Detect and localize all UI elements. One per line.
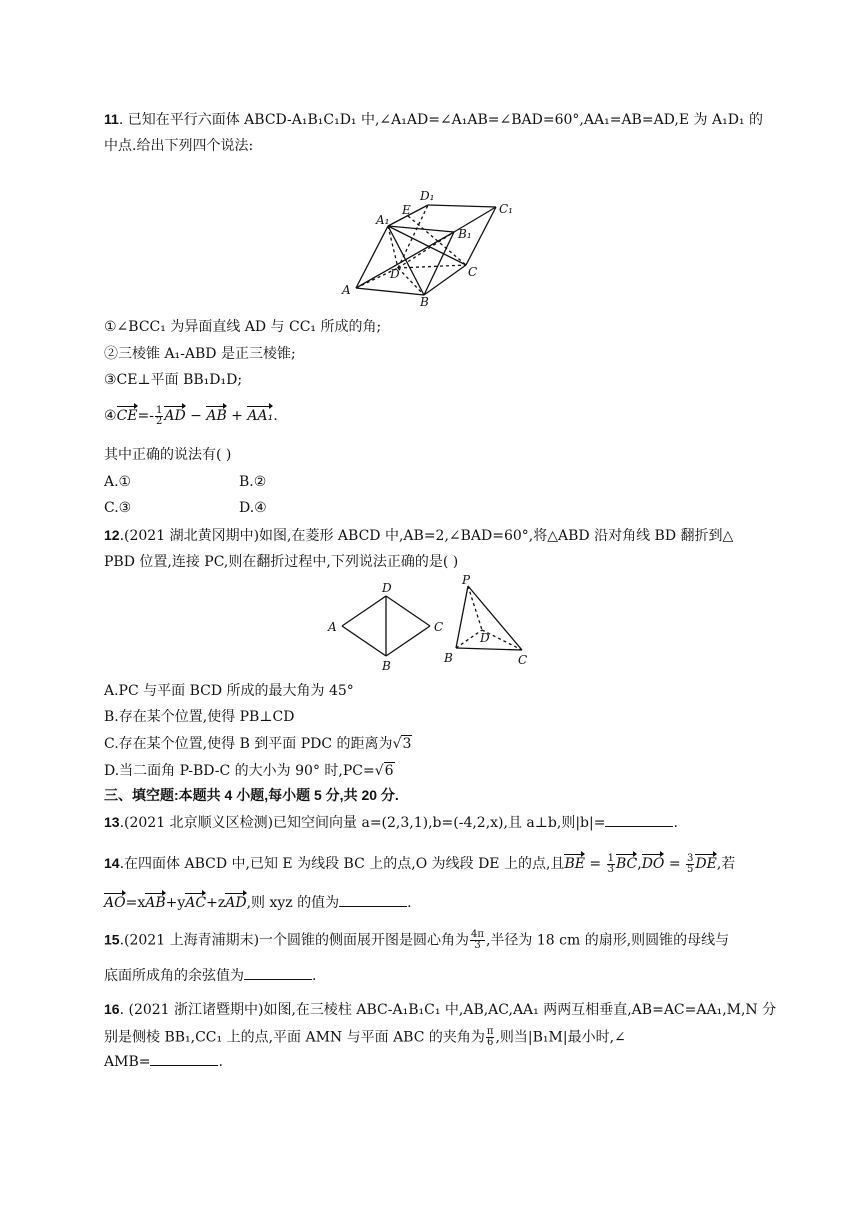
plus-sign: + <box>226 408 248 424</box>
frac-num: π <box>486 1026 494 1037</box>
q15-stem-2: 底面所成角的余弦值为 <box>104 968 244 984</box>
q12-option-C: C.存在某个位置,使得 B 到平面 PDC 的距离为√3 <box>104 736 412 752</box>
q12-label-C2: C <box>518 653 528 667</box>
q11-option-C: C.③ <box>104 500 132 516</box>
period: . <box>312 968 317 984</box>
frac-den: 6 <box>486 1037 494 1048</box>
q11-statement-4 <box>104 404 278 427</box>
q14-stem-1: .在四面体 ABCD 中,已知 E 为线段 BC 上的点,O 为线段 DE 上的点,且 <box>119 856 565 872</box>
fraction-pi-sixths <box>486 1027 495 1048</box>
q11-number: 11 <box>104 111 119 127</box>
vec-AD: AD <box>225 891 246 912</box>
q16-stem-1: . (2021 浙江诸暨期中)如图,在三棱柱 ABC-A₁B₁C₁ 中,AB,AC,AA₁ 两两互相垂直,AB=AC=AA₁,M,N 分 <box>119 1002 777 1018</box>
q13-number: 13 <box>104 814 120 830</box>
q16-stem-2a: 别是侧棱 BB₁,CC₁ 上的点,平面 AMN 与平面 ABC 的夹角为 <box>104 1029 485 1046</box>
q11-option-D: D.④ <box>239 500 267 516</box>
frac-num: 1 <box>607 852 614 864</box>
q12-label-D2: D <box>480 631 490 645</box>
q11-options-row2 <box>104 499 267 517</box>
equals: = <box>584 856 606 872</box>
q16-answer-blank[interactable] <box>150 1053 218 1066</box>
q12-label-A: A <box>328 620 337 634</box>
period: . <box>273 408 278 424</box>
q13-answer-blank[interactable] <box>605 814 673 827</box>
q16-line1 <box>104 1000 776 1019</box>
q13-stem: .(2021 北京顺义区检测)已知空间向量 a=(2,3,1),b=(-4,2,x),且 a⊥b,则|b|= <box>119 815 606 831</box>
q11-option-B: B.② <box>239 474 267 490</box>
q11-stem-1: . 已知在平行六面体 ABCD-A₁B₁C₁D₁ 中,∠A₁AD=∠A₁AB=∠BAD=60°,AA₁=AB=AD,E 为 A₁D₁ 的 <box>118 112 763 128</box>
q11-statement-2: ②三棱锥 A₁-ABD 是正三棱锥; <box>104 346 296 362</box>
q12-label-P: P <box>462 574 471 587</box>
q16-number: 16 <box>104 1001 120 1017</box>
q12-option-C-text: C.存在某个位置,使得 B 到平面 PDC 的距离为 <box>104 736 393 752</box>
fraction-one-half <box>155 406 163 427</box>
q15-answer-blank[interactable] <box>244 967 312 980</box>
vec-DE: DE <box>695 852 716 873</box>
q11-option-A: A.① <box>104 474 132 490</box>
frac-den: 3 <box>607 863 614 875</box>
vec-AC: AC <box>185 891 206 912</box>
q11-label-B1: B₁ <box>458 227 472 241</box>
vec-BE: BE <box>564 852 585 873</box>
frac-den: 5 <box>687 863 694 875</box>
q12-label-B: B <box>382 659 391 672</box>
vec-DO: DO <box>642 852 665 873</box>
q11-label-A1: A₁ <box>376 213 390 227</box>
q15-line1 <box>104 930 729 951</box>
q14-line1 <box>104 852 735 875</box>
plus-z: +z <box>206 895 226 911</box>
vec-AD: AD <box>164 404 185 425</box>
q11-label-E: E <box>402 203 411 217</box>
q11-label-D1: D₁ <box>420 189 435 203</box>
q15-number: 15 <box>104 931 120 948</box>
q11-parallelepiped-figure <box>340 186 530 306</box>
q14-line2 <box>104 891 412 912</box>
fraction-three-fifths <box>686 854 694 875</box>
q15-stem-1a: .(2021 上海青浦期末)一个圆锥的侧面展开图是圆心角为 <box>119 932 470 949</box>
period: . <box>407 895 412 911</box>
q12-rhombus-figure <box>326 576 456 672</box>
q14-answer-blank[interactable] <box>339 894 407 907</box>
q11-label-D: D <box>390 267 400 281</box>
q16-stem-3: AMB= <box>104 1054 151 1070</box>
q12-label-B2: B <box>444 651 453 665</box>
vec-AO: AO <box>104 891 126 912</box>
vec-AA1: AA₁ <box>247 404 273 425</box>
q11-line1 <box>104 110 763 129</box>
q11-statement-1: ①∠BCC₁ 为异面直线 AD 与 CC₁ 所成的角; <box>104 319 382 335</box>
q11-statement-3: ③CE⊥平面 BB₁D₁D; <box>104 372 243 388</box>
q14-number: 14 <box>104 855 120 871</box>
q15-stem-1b: ,半径为 18 cm 的扇形,则圆锥的母线与 <box>485 932 730 949</box>
section-3-header: 三、填空题:本题共 4 小题,每小题 5 分,共 20 分. <box>104 787 399 803</box>
q11-label-B: B <box>420 295 429 306</box>
q11-options-row1 <box>104 473 266 491</box>
q16-line3 <box>104 1053 223 1071</box>
sqrt-3: 3 <box>402 736 412 752</box>
q12-number: 12 <box>104 527 120 543</box>
frac-num: 4π <box>471 929 484 940</box>
q11-stem-2: 中点.给出下列四个说法: <box>104 138 254 154</box>
q11-s4-eq: =- <box>137 408 154 424</box>
frac-num: 3 <box>687 852 694 864</box>
q13-line <box>104 813 678 832</box>
q12-option-B: B.存在某个位置,使得 PB⊥CD <box>104 709 295 725</box>
q11-s4-prefix: ④ <box>104 408 117 424</box>
q15-line2 <box>104 967 316 985</box>
sqrt-6: 6 <box>384 763 394 779</box>
q11-label-C1: C₁ <box>499 202 513 216</box>
q12-label-C: C <box>434 620 444 634</box>
equals: = <box>664 856 686 872</box>
frac-den: 2 <box>155 415 163 427</box>
q12-line1 <box>104 526 733 545</box>
minus-sign: − <box>185 408 207 424</box>
q12-stem-1: .(2021 湖北黄冈期中)如图,在菱形 ABCD 中,AB=2,∠BAD=60°,将△ABD 沿对角线 BD 翻折到△ <box>119 528 734 544</box>
vec-CE: CE <box>117 404 138 425</box>
plus-y: +y <box>165 895 186 911</box>
q12-option-D: D.当二面角 P-BD-C 的大小为 90° 时,PC=√6 <box>104 763 394 779</box>
fraction-four-pi-thirds <box>470 930 485 951</box>
q12-stem-2: PBD 位置,连接 PC,则在翻折过程中,下列说法正确的是( ) <box>104 554 459 570</box>
comma: , <box>637 856 642 872</box>
q16-line2 <box>104 1027 626 1048</box>
vec-AB: AB <box>145 891 165 912</box>
q12-option-A: A.PC 与平面 BCD 所成的最大角为 45° <box>104 683 354 699</box>
vec-AB: AB <box>206 404 226 425</box>
frac-num: 1 <box>155 404 163 416</box>
equals-x: =x <box>125 895 146 911</box>
q12-folded-tetrahedron-figure <box>440 574 540 670</box>
q14-stem-2: ,则 xyz 的值为 <box>246 895 340 911</box>
period: . <box>218 1054 223 1070</box>
fraction-one-third <box>607 854 615 875</box>
q11-prompt: 其中正确的说法有( ) <box>104 447 232 463</box>
q14-tail: ,若 <box>716 856 736 872</box>
q12-label-D: D <box>382 581 392 595</box>
q16-stem-2b: ,则当|B₁M|最小时,∠ <box>495 1029 626 1046</box>
q12-option-D-text: D.当二面角 P-BD-C 的大小为 90° 时,PC= <box>104 763 375 779</box>
vec-BC: BC <box>616 852 637 873</box>
q11-label-A: A <box>342 283 351 297</box>
period: . <box>673 815 678 831</box>
q11-label-C: C <box>468 265 478 279</box>
frac-den: 3 <box>474 940 481 951</box>
